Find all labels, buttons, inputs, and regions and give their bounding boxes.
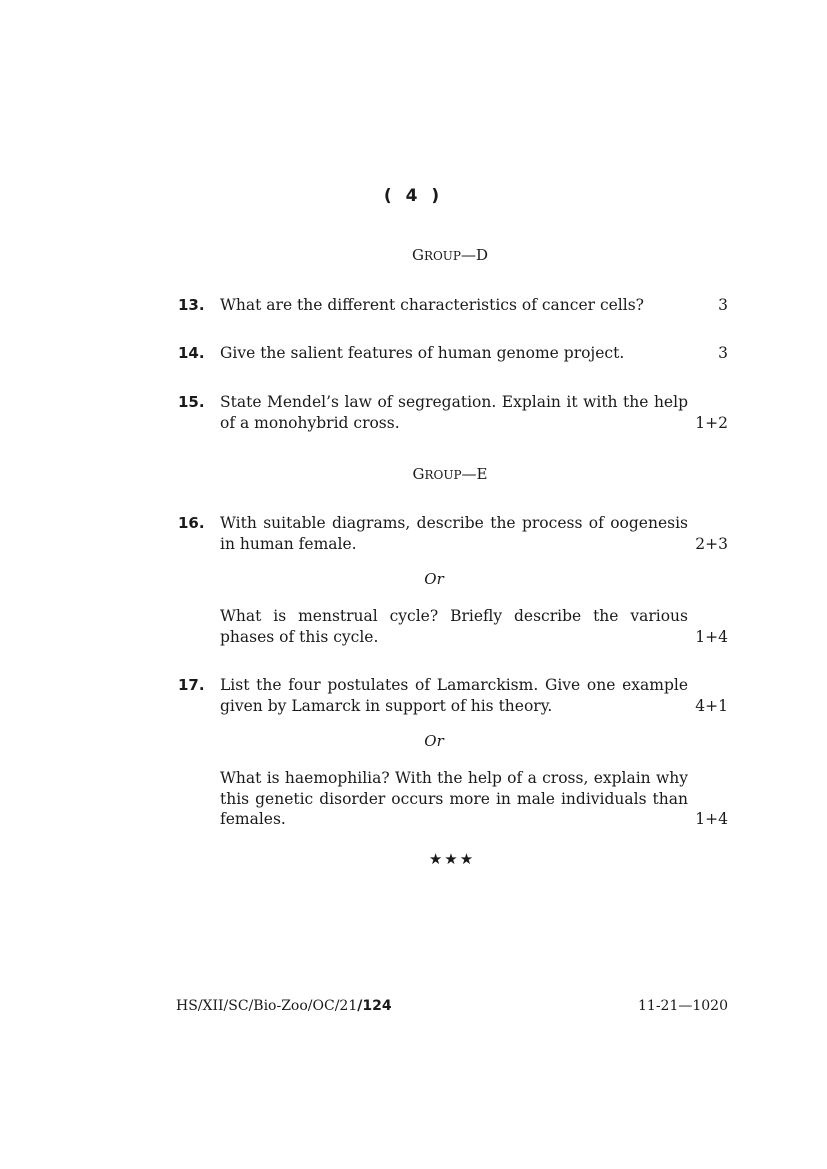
or-separator: Or [424, 570, 444, 588]
question-17-alternative [178, 768, 728, 830]
end-of-paper-marker: ★★★ [428, 850, 476, 868]
question-text: Give the salient features of human genome project. [220, 344, 625, 362]
question-number: 16. [178, 514, 205, 532]
question-marks: 1+4 [695, 810, 728, 828]
question-16 [178, 513, 728, 554]
question-14 [178, 343, 728, 364]
question-text: What are the different characteristics of cancer cells? [220, 296, 644, 314]
question-17 [178, 675, 728, 716]
question-marks: 3 [718, 296, 728, 314]
group-d-heading: GROUP—D [411, 246, 489, 264]
question-text: With suitable diagrams, describe the process of oogenesis in human female. [220, 514, 688, 553]
question-marks: 3 [718, 344, 728, 362]
question-marks: 1+2 [695, 413, 728, 432]
question-number: 15. [178, 393, 205, 411]
or-separator: Or [424, 732, 444, 750]
question-16-alternative [178, 606, 728, 647]
question-text: State Mendel’s law of segregation. Explain it with the help of a monohybrid cross. [220, 393, 688, 432]
question-text: What is haemophilia? With the help of a cross, explain why this genetic disorder occurs more in male individuals than females. [220, 769, 688, 828]
question-text: List the four postulates of Lamarckism. Give one example given by Lamarck in support of his theory. [220, 676, 688, 715]
question-number: 13. [178, 296, 205, 314]
question-15 [178, 392, 728, 433]
question-text: What is menstrual cycle? Briefly describe the various phases of this cycle. [220, 607, 688, 646]
question-marks: 4+1 [695, 696, 728, 715]
question-number: 17. [178, 676, 205, 694]
page-number: ( 4 ) [383, 186, 444, 206]
print-code: 11-21—1020 [638, 998, 728, 1014]
paper-code: HS/XII/SC/Bio-Zoo/OC/21/124 [176, 998, 392, 1014]
question-marks: 2+3 [695, 534, 728, 553]
group-e-heading: GROUP—E [412, 465, 488, 483]
question-marks: 1+4 [695, 627, 728, 646]
question-number: 14. [178, 344, 205, 362]
question-13 [178, 295, 728, 316]
